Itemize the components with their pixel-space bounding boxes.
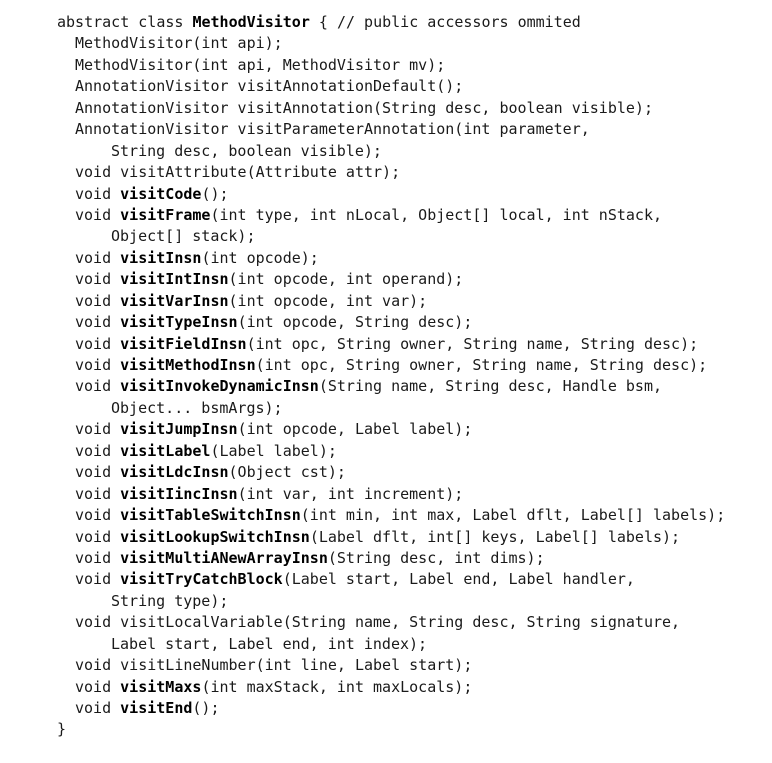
code-text: (int opcode, int operand); <box>228 270 464 289</box>
code-text: { // public accessors ommited <box>309 13 581 31</box>
method-name: visitInvokeDynamicInsn <box>120 377 319 396</box>
code-text: (Label label); <box>210 441 337 460</box>
method-name: visitFieldInsn <box>120 334 247 353</box>
code-line <box>57 119 725 140</box>
code-text: void <box>75 484 121 503</box>
code-line <box>57 569 725 590</box>
code-text: (Label start, Label end, Label handler, <box>282 570 635 589</box>
code-text: void <box>75 377 121 396</box>
code-text: void visitAttribute(Attribute attr); <box>75 163 401 182</box>
code-line <box>57 226 725 247</box>
method-name: visitMaxs <box>120 677 202 696</box>
code-text: (Label dflt, int[] keys, Label[] labels); <box>309 527 681 546</box>
code-line <box>57 184 725 205</box>
method-name: visitInsn <box>120 248 202 267</box>
code-line <box>57 719 725 740</box>
method-name: visitEnd <box>120 699 193 717</box>
code-text: (int var, int increment); <box>237 484 464 503</box>
method-name: visitTryCatchBlock <box>120 570 283 589</box>
code-text: abstract class <box>57 13 193 31</box>
code-text: (String name, String desc, Handle bsm, <box>318 377 663 396</box>
code-text: void visitLineNumber(int line, Label start); <box>75 656 473 675</box>
code-text: AnnotationVisitor visitParameterAnnotation(int parameter, <box>75 120 590 139</box>
code-text: (int opc, String owner, String name, String desc); <box>255 356 708 374</box>
method-name: visitTableSwitchInsn <box>120 506 301 525</box>
code-line <box>57 162 725 183</box>
code-line <box>57 505 725 526</box>
method-name: visitMultiANewArrayInsn <box>120 548 328 567</box>
code-line <box>57 141 725 162</box>
code-line <box>57 334 725 355</box>
code-line <box>57 12 725 33</box>
code-line <box>57 312 725 333</box>
code-text: Object[] stack); <box>111 227 256 246</box>
code-line <box>57 677 725 698</box>
code-line <box>57 548 725 569</box>
code-text: (); <box>192 699 220 717</box>
code-line <box>57 612 725 633</box>
code-text: (int min, int max, Label dflt, Label[] labels); <box>300 506 726 525</box>
code-text: (int opcode, Label label); <box>237 420 473 439</box>
code-text: } <box>57 720 67 739</box>
code-text: (int opcode, int var); <box>228 291 428 310</box>
code-text: MethodVisitor(int api, MethodVisitor mv); <box>75 55 446 74</box>
code-text: Object... bsmArgs); <box>111 398 283 417</box>
code-text: String type); <box>111 591 229 610</box>
code-text: (int opcode, String desc); <box>237 313 473 332</box>
method-name: visitCode <box>120 184 202 203</box>
code-text: void <box>75 570 121 589</box>
code-text: void <box>75 420 121 439</box>
code-text: (Object cst); <box>228 463 346 482</box>
code-line <box>57 355 725 376</box>
code-text: void <box>75 291 121 310</box>
code-text: (int opcode); <box>201 248 319 267</box>
code-listing <box>57 12 725 741</box>
code-text: void <box>75 334 121 353</box>
code-line <box>57 248 725 269</box>
code-text: (String desc, int dims); <box>327 548 545 567</box>
code-line <box>57 33 725 54</box>
code-text: void <box>75 506 121 525</box>
code-line <box>57 269 725 290</box>
code-line <box>57 591 725 612</box>
method-name: visitIincInsn <box>120 484 238 503</box>
code-text: (int maxStack, int maxLocals); <box>201 677 473 696</box>
method-name: visitJumpInsn <box>120 420 238 439</box>
method-name: visitVarInsn <box>120 291 229 310</box>
code-text: (int opc, String owner, String name, String desc); <box>246 334 699 353</box>
code-text: void <box>75 441 121 460</box>
code-line <box>57 76 725 97</box>
method-name: visitIntInsn <box>120 270 229 289</box>
method-name: visitLabel <box>120 441 211 460</box>
method-name: MethodVisitor <box>192 13 310 31</box>
code-text: void <box>75 184 121 203</box>
code-text: void <box>75 356 121 374</box>
code-line <box>57 98 725 119</box>
code-text: void visitLocalVariable(String name, String desc, String signature, <box>75 613 681 632</box>
code-line <box>57 655 725 676</box>
method-name: visitLdcInsn <box>120 463 229 482</box>
method-name: visitMethodInsn <box>120 356 256 374</box>
code-text: void <box>75 205 121 224</box>
code-line <box>57 527 725 548</box>
code-line <box>57 291 725 312</box>
code-text: AnnotationVisitor visitAnnotationDefault(); <box>75 77 464 96</box>
code-line <box>57 441 725 462</box>
code-line <box>57 398 725 419</box>
code-text: void <box>75 548 121 567</box>
code-line <box>57 419 725 440</box>
code-text: Label start, Label end, int index); <box>111 634 428 653</box>
code-text: void <box>75 463 121 482</box>
method-name: visitLookupSwitchInsn <box>120 527 310 546</box>
method-name: visitFrame <box>120 205 211 224</box>
code-line <box>57 698 725 719</box>
code-line <box>57 634 725 655</box>
code-line <box>57 376 725 397</box>
method-name: visitTypeInsn <box>120 313 238 332</box>
code-text: void <box>75 699 121 717</box>
code-line <box>57 205 725 226</box>
code-line <box>57 462 725 483</box>
code-text: (int type, int nLocal, Object[] local, int nStack, <box>210 205 663 224</box>
code-text: void <box>75 527 121 546</box>
code-text: void <box>75 313 121 332</box>
code-line <box>57 484 725 505</box>
code-text: void <box>75 270 121 289</box>
code-text: String desc, boolean visible); <box>111 141 382 160</box>
code-text: void <box>75 677 121 696</box>
code-text: (); <box>201 184 229 203</box>
code-text: MethodVisitor(int api); <box>75 34 283 53</box>
code-line <box>57 55 725 76</box>
code-text: void <box>75 248 121 267</box>
code-text: AnnotationVisitor visitAnnotation(String desc, boolean visible); <box>75 98 653 117</box>
